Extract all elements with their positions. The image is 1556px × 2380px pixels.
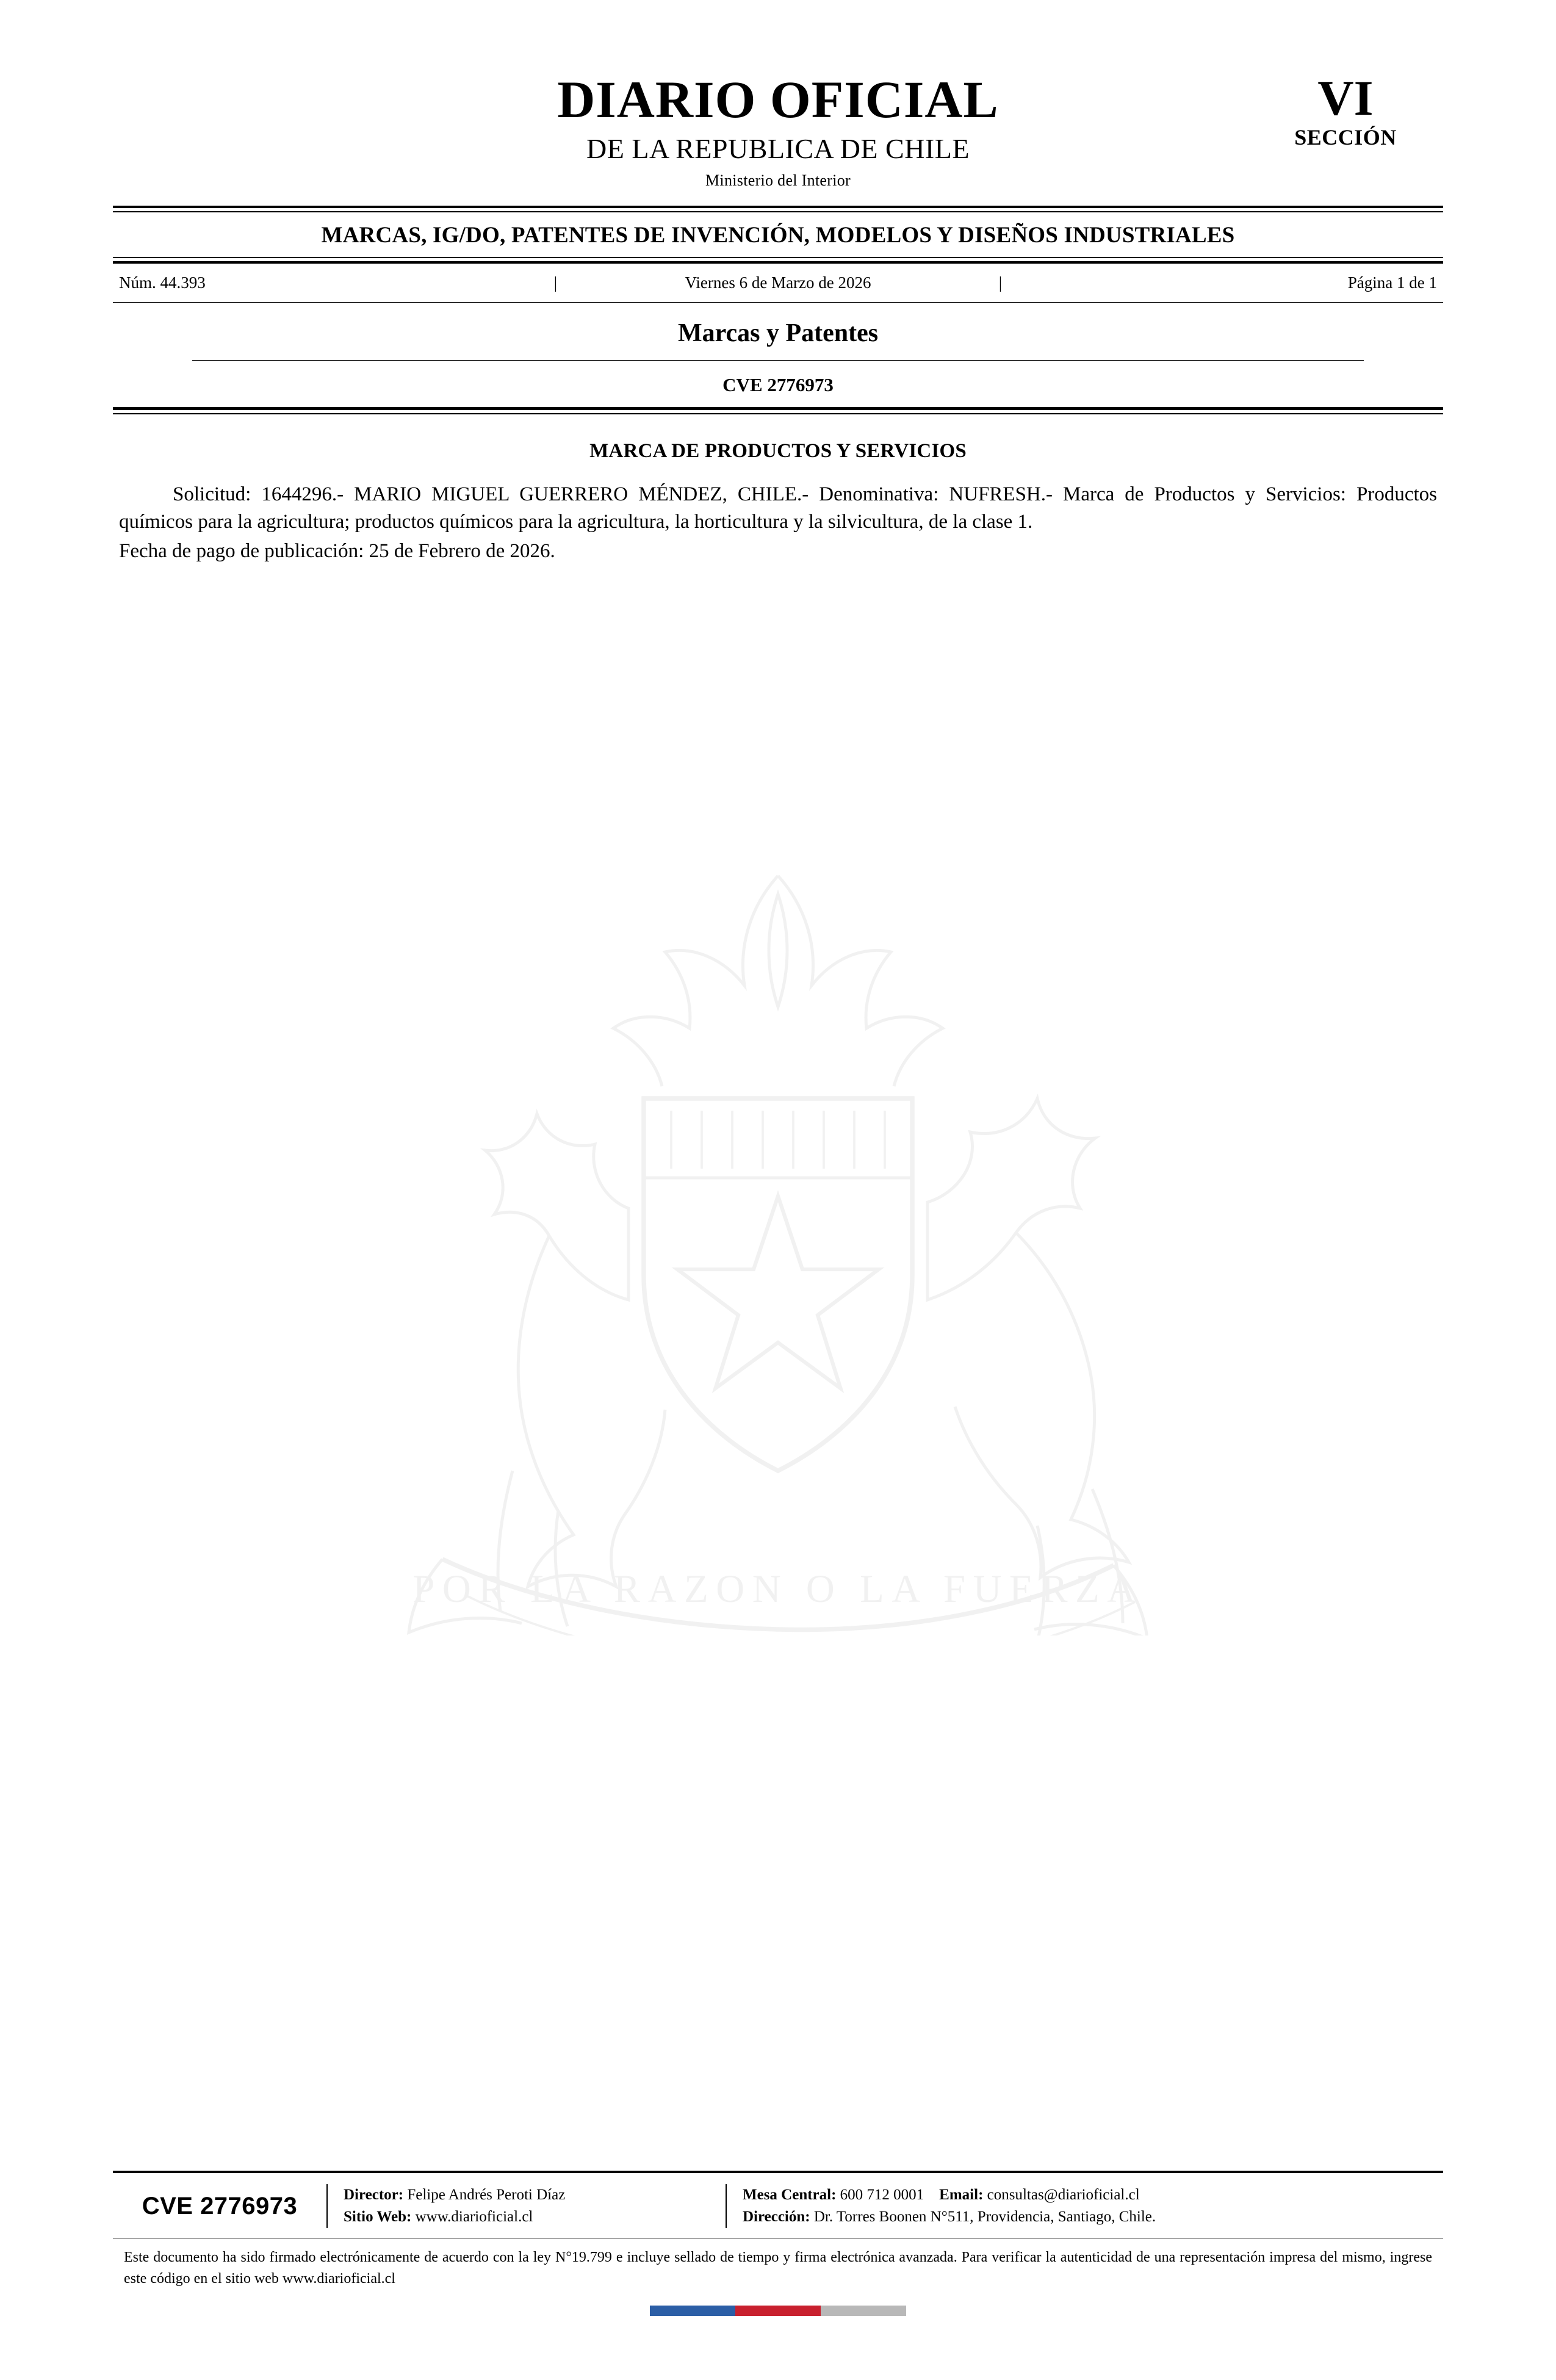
issue-divider [113, 302, 1443, 303]
payment-line: Fecha de pago de publicación: 25 de Febrero de 2026. [119, 539, 555, 562]
flag-wrapper [113, 2290, 1443, 2316]
footer-phone-row [743, 2184, 1427, 2206]
footer-address-row [743, 2206, 1427, 2228]
footer-site-value[interactable]: www.diarioficial.cl [415, 2209, 533, 2226]
footer-mesa-value: 600 712 0001 [840, 2186, 924, 2203]
cve-divider [113, 407, 1443, 414]
section-mark [1254, 70, 1437, 150]
page-title: Marcas y Patentes [677, 319, 879, 347]
title-rule-wrapper [113, 360, 1443, 361]
watermark-motto: POR LA RAZON O LA FUERZA [412, 1567, 1144, 1611]
footer-director-label: Director: [344, 2186, 404, 2203]
masthead-divider [113, 206, 1443, 212]
flag-gray-segment [821, 2306, 906, 2316]
chile-flag-bar [650, 2306, 906, 2316]
footer-main [113, 2173, 1443, 2238]
issue-number: Núm. 44.393 [119, 273, 206, 292]
masthead-subtitle: DE LA REPUBLICA DE CHILE [586, 133, 970, 164]
issue-date [554, 273, 1002, 292]
footer-director-block [326, 2184, 726, 2229]
title-divider [192, 360, 1364, 361]
section-roman-numeral: VI [1317, 70, 1374, 126]
paragraph-text: Solicitud: 1644296.- MARIO MIGUEL GUERRERO MÉNDEZ, CHILE.- Denominativa: NUFRESH.- Marca de Productos y Servicios: Productos químicos para la agricultura; productos químicos para la agricultura, la horticultura y la silvicultura, de la clase 1. [119, 483, 1437, 533]
cve-code: CVE 2776973 [722, 373, 834, 395]
issue-separator-left: | [553, 273, 558, 292]
section-banner: MARCAS, IG/DO, PATENTES DE INVENCIÓN, MODELOS Y DISEÑOS INDUSTRIALES [321, 222, 1235, 248]
footer-cve-code: CVE 2776973 [142, 2192, 298, 2220]
banner-divider [113, 257, 1443, 264]
footer-email-label: Email: [939, 2186, 984, 2203]
flag-blue-segment [650, 2306, 735, 2316]
footer-contact-block [726, 2184, 1443, 2229]
masthead-ministry: Ministerio del Interior [705, 171, 851, 189]
footer-direccion-label: Dirección: [743, 2209, 810, 2226]
footer-legal-text: Este documento ha sido firmado electrónicamente de acuerdo con la ley N°19.799 e incluye sellado de tiempo y firma electrónica avanzada. Para verificar la autenticidad de una representación impresa del mismo, ingrese este código en el sitio web www.diarioficial.cl [124, 2249, 1432, 2287]
footer-site-label: Sitio Web: [344, 2209, 412, 2226]
coat-of-arms-watermark [244, 842, 1312, 1635]
issue-line [113, 264, 1443, 302]
issue-date-text: Viernes 6 de Marzo de 2026 [685, 273, 871, 292]
footer-email-value[interactable]: consultas@diarioficial.cl [987, 2186, 1140, 2203]
footer-site-row [344, 2206, 710, 2228]
footer-mesa-label: Mesa Central: [743, 2186, 837, 2203]
issue-page: Página 1 de 1 [1347, 273, 1437, 292]
body-paragraph [113, 481, 1443, 536]
body-heading: MARCA DE PRODUCTOS Y SERVICIOS [589, 439, 967, 462]
page-footer [113, 2171, 1443, 2316]
masthead-title: DIARIO OFICIAL [557, 70, 999, 129]
issue-separator-right: | [998, 273, 1003, 292]
footer-direccion-value: Dr. Torres Boonen N°511, Providencia, Santiago, Chile. [813, 2209, 1156, 2226]
flag-red-segment [735, 2306, 821, 2316]
footer-director-row [344, 2184, 710, 2206]
section-label: SECCIÓN [1294, 125, 1397, 150]
footer-director-value: Felipe Andrés Peroti Díaz [407, 2186, 566, 2203]
masthead [113, 0, 1443, 190]
